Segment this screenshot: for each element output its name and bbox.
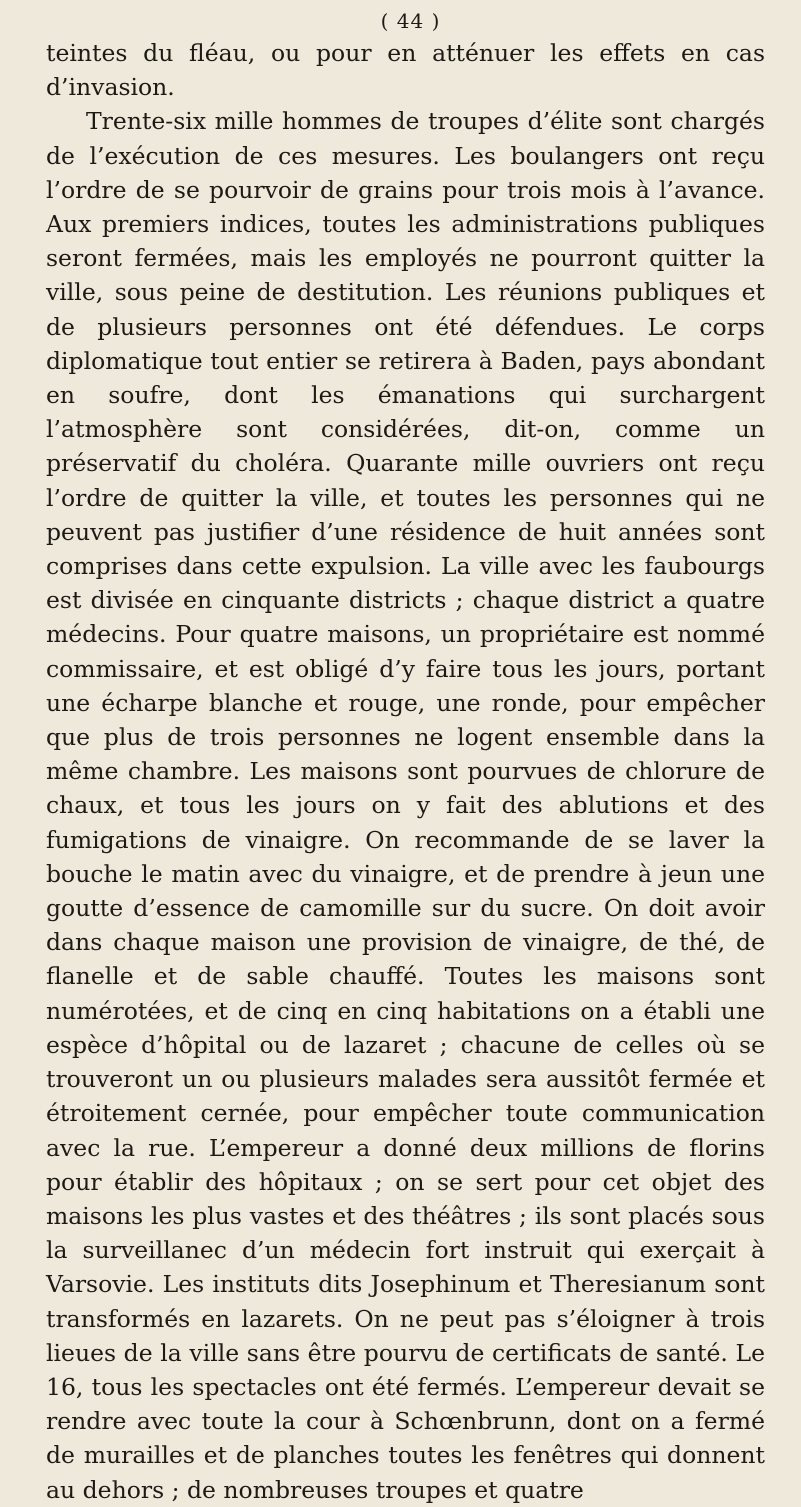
page-number: ( 44 ) bbox=[380, 9, 441, 33]
paragraph-main bbox=[46, 104, 765, 1506]
paragraph-continuation: teintes du fléau, ou pour en atténuer les effets en cas d’invasion. bbox=[46, 39, 765, 102]
paragraph-main-text: Trente-six mille hommes de troupes d’élite sont chargés de l’exécution de ces mesures. Les boulangers ont reçu l’ordre de se pourvoir de grains pour trois mois à l’avance. Aux premiers indices, toutes les administrations publiques seront fermées, mais les employés ne pourront quitter la ville, sous peine de destitution. Les réunions publiques et de plusieurs personnes ont été défendues. Le corps diplomatique tout entier se retirera à Baden, pays abondant en soufre, dont les émanations qui surchargent l’atmosphère sont considérées, dit-on, comme un préservatif du choléra. Quarante mille ouvriers ont reçu l’ordre de quitter la ville, et toutes les personnes qui ne peuvent pas justifier d’une résidence de huit années sont comprises dans cette expulsion. La ville avec les faubourgs est divisée en cinquante districts ; chaque district a quatre médecins. Pour quatre maisons, un propriétaire est nommé commissaire, et est obligé d’y faire tous les jours, portant une écharpe blanche et rouge, une ronde, pour empêcher que plus de trois personnes ne logent ensemble dans la même chambre. Les maisons sont pourvues de chlorure de chaux, et tous les jours on y fait des ablutions et des fumigations de vinaigre. On recommande de se laver la bouche le matin avec du vinaigre, et de prendre à jeun une goutte d’essence de camomille sur du sucre. On doit avoir dans chaque maison une provision de vinaigre, de thé, de flanelle et de sable chauffé. Toutes les maisons sont numérotées, et de cinq en cinq habitations on a établi une espèce d’hôpital ou de lazaret ; chacune de celles où se trouveront un ou plusieurs malades sera aussitôt fermée et étroitement cernée, pour empêcher toute communication avec la rue. L’empereur a donné deux millions de florins pour établir des hôpitaux ; on se sert pour cet objet des maisons les plus vastes et des théâtres ; ils sont placés sous la surveillanec d’un médecin fort instruit qui exerçait à Varsovie. Les instituts dits Josephinum et Theresianum sont transformés en lazarets. On ne peut pas s’éloigner à trois lieues de la ville sans être pourvu de certificats de santé. Le 16, tous les spectacles ont été fermés. L’empereur devait se rendre avec toute la cour à Schœnbrunn, dont on a fermé de murailles et de planches toutes les fenêtres qui donnent au dehors ; de nombreuses troupes et quatre bbox=[46, 107, 765, 1504]
